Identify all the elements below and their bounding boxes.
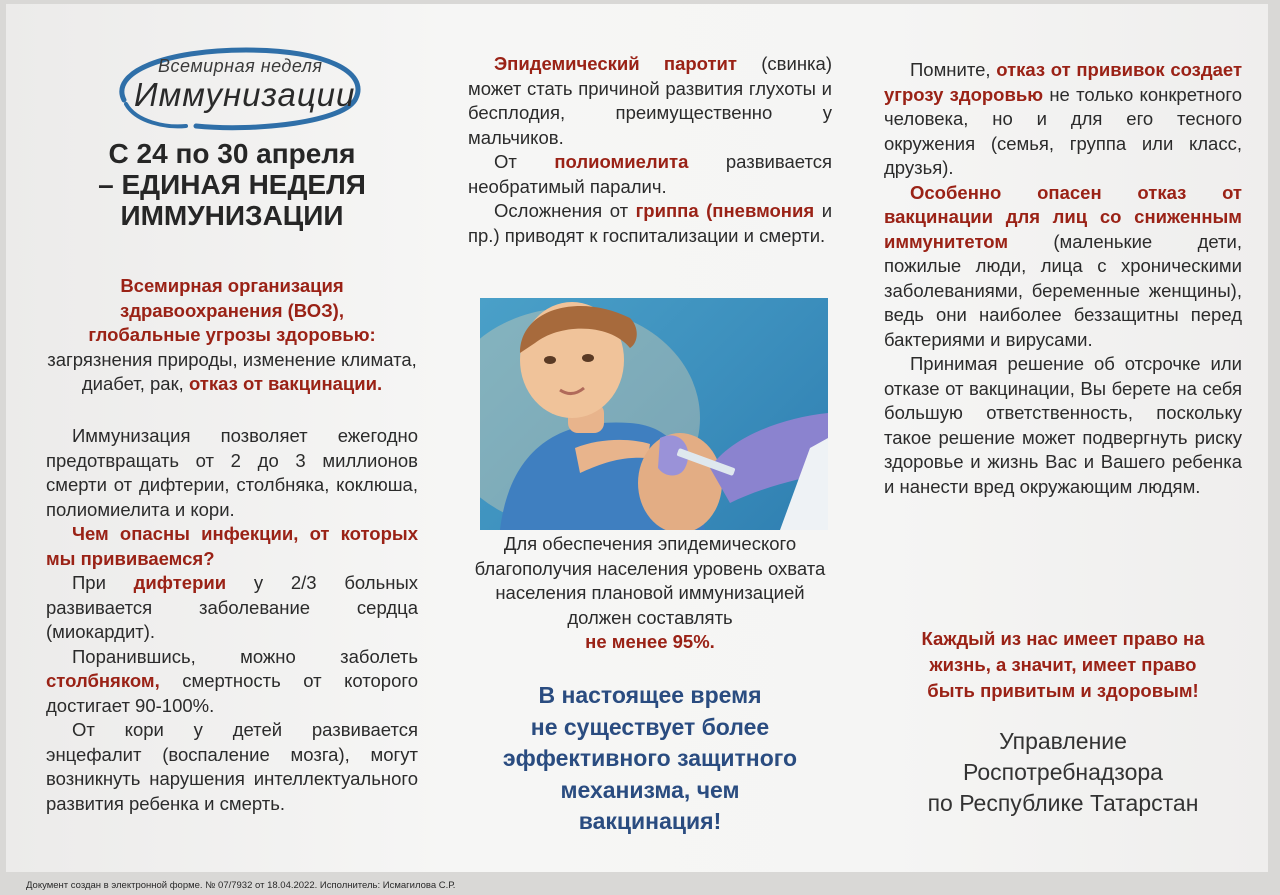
motto-line-3: быть привитым и здоровым!	[927, 680, 1199, 701]
sign-line-2: Роспотребнадзора	[963, 759, 1163, 785]
child-vaccination-illustration	[480, 298, 828, 530]
logo-line-2: Иммунизации	[134, 76, 356, 113]
slogan-line-4: механизма, чем	[560, 776, 740, 803]
flu-post: и пр.) приводят к госпитализации и смерти.	[468, 200, 833, 246]
tetanus-paragraph	[46, 645, 418, 719]
immunization-week-logo	[106, 42, 366, 134]
page-title	[46, 138, 418, 231]
who-threats-block	[46, 274, 418, 397]
polio-pre: От	[494, 151, 517, 172]
infections-block	[46, 424, 418, 816]
polio-post: развивается необратимый паралич.	[468, 151, 833, 197]
remember-paragraph	[884, 58, 1242, 181]
sign-line-3: по Республике Татарстан	[927, 790, 1199, 816]
threats-paragraph	[46, 348, 418, 397]
slogan-line-3: эффективного защитного	[502, 745, 798, 771]
right-to-health-motto	[884, 626, 1242, 704]
caption-text: Для обеспечения эпидемического благополучия населения уровень охвата населения плановой иммунизацией должен составлять	[474, 533, 826, 628]
tet-post: смертность от которого достигает 90-100%.	[46, 670, 419, 716]
caption-red: не менее 95%.	[585, 631, 715, 652]
flu-paragraph	[468, 199, 832, 248]
tet-pre: Поранившись, можно заболеть	[72, 645, 418, 667]
polio-paragraph	[468, 150, 832, 199]
title-line-2: – ЕДИНАЯ НЕДЕЛЯ	[98, 169, 366, 200]
remember-post: не только конкретного человека, но и для его тесного окружения (семья, группа или класс, друзья).	[884, 83, 1242, 178]
motto-line-2: жизнь, а значит, имеет право	[929, 654, 1197, 675]
decision-paragraph: Принимая решение об отсрочке или отказе от вакцинации, Вы берете на себя большую ответственность, поскольку такое решение может подвергнуть риску здоровье и жизнь Вас и Вашего ребенка и нанести вред окружающим людям.	[884, 353, 1242, 497]
polio-red: полиомиелита	[554, 151, 689, 172]
diphtheria-paragraph	[46, 571, 418, 645]
pneumonia-red: (пневмония	[706, 200, 815, 221]
who-heading-2: здравоохранения (ВОЗ),	[120, 299, 344, 321]
title-line-1: С 24 по 30 апреля	[108, 138, 356, 169]
leaflet-page	[6, 4, 1268, 872]
logo-line-1: Всемирная неделя	[158, 56, 323, 76]
remember-red: отказ от прививок создает угрозу здоровью	[884, 59, 1243, 105]
flu-red: гриппа	[635, 200, 699, 221]
diph-post: у 2/3 больных развивается заболевание сердца (миокардит).	[46, 572, 419, 642]
mumps-red: Эпидемический паротит	[494, 53, 737, 74]
threats-text: загрязнения природы, изменение климата, диабет, рак,	[47, 348, 417, 394]
diseases-block	[468, 52, 832, 248]
title-line-3: ИММУНИЗАЦИИ	[120, 200, 344, 231]
diph-red: дифтерии	[133, 572, 227, 593]
slogan-line-1: В настоящее время	[538, 682, 762, 708]
mumps-paragraph	[468, 52, 832, 150]
danger-question: Чем опасны инфекции, от которых мы прививаемся?	[46, 523, 418, 569]
remember-pre: Помните,	[910, 59, 991, 80]
slogan-line-5: вакцинация!	[578, 808, 722, 834]
slogan-line-2: не существует более	[530, 713, 770, 740]
special-red: Особенно опасен отказ от вакцинации для лиц со сниженным иммунитетом	[884, 181, 1242, 252]
special-post: (маленькие дети, пожилые люди, лица с хроническими заболеваниями, беременные женщины), ведь они наиболее беззащитны перед бактериями и вирусами.	[884, 230, 1242, 350]
vaccination-slogan	[468, 680, 832, 838]
document-footer: Документ создан в электронной форме. № 07/7932 от 18.04.2022. Исполнитель: Исмагилова С.Р.	[26, 880, 456, 891]
who-heading-3: глобальные угрозы здоровью:	[88, 324, 376, 345]
special-paragraph	[884, 181, 1242, 353]
flu-pre: Осложнения от	[494, 200, 629, 221]
measles-paragraph: От кори у детей развивается энцефалит (воспаление мозга), могут возникнуть нарушения интеллектуального развития ребенка и смерть.	[46, 719, 418, 814]
who-heading-1: Всемирная организация	[120, 275, 344, 296]
mumps-post: (свинка) может стать причиной развития глухоты и бесплодия, преимущественно у мальчиков.	[468, 53, 833, 148]
motto-line-1: Каждый из нас имеет право на	[921, 628, 1205, 649]
vaccination-photo	[480, 298, 828, 530]
tet-red: столбняком,	[46, 670, 160, 691]
sign-line-1: Управление	[999, 728, 1127, 754]
diph-pre: При	[72, 572, 106, 593]
immunization-paragraph: Иммунизация позволяет ежегодно предотвращать от 2 до 3 миллионов смерти от дифтерии, столбняка, коклюша, полиомиелита и кори.	[46, 425, 418, 520]
authority-signature	[884, 726, 1242, 819]
coverage-caption	[468, 532, 832, 655]
threats-red: отказ от вакцинации.	[188, 373, 383, 394]
refusal-block	[884, 58, 1242, 499]
